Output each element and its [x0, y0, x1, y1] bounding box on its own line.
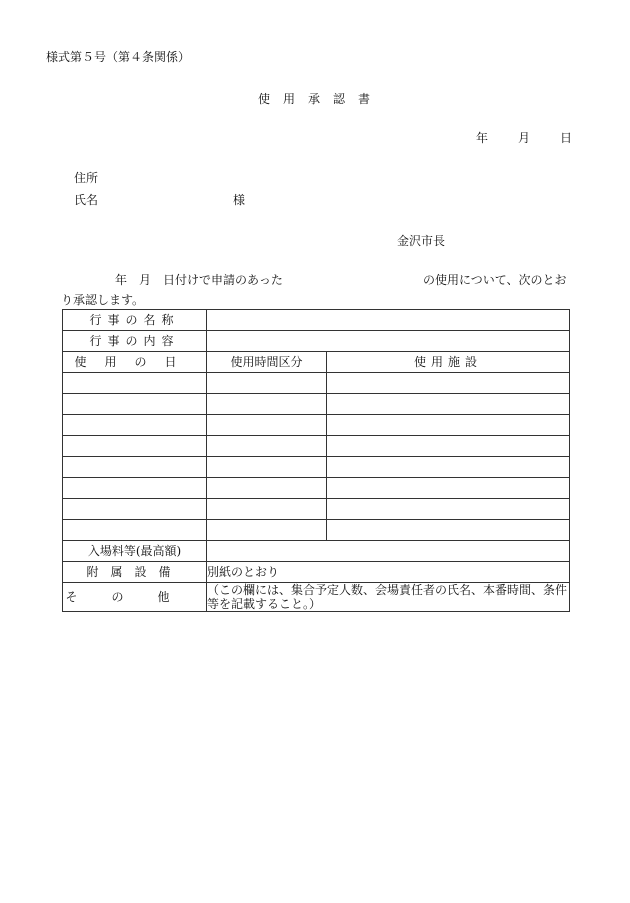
- usage-time-cell[interactable]: [207, 436, 327, 457]
- usage-row: [63, 520, 570, 541]
- usage-date-label: 使用の日: [63, 352, 207, 373]
- admission-row: [63, 541, 570, 562]
- equipment-label: 附属設備: [63, 562, 207, 583]
- address-label: 住所: [74, 171, 99, 185]
- usage-date-cell[interactable]: [63, 436, 207, 457]
- issuer: 金沢市長: [397, 234, 446, 248]
- equipment-value: 別紙のとおり: [207, 562, 570, 583]
- event-content-cell[interactable]: [207, 331, 570, 352]
- usage-row: [63, 373, 570, 394]
- usage-time-cell[interactable]: [207, 478, 327, 499]
- usage-row: [63, 478, 570, 499]
- usage-time-cell[interactable]: [207, 457, 327, 478]
- usage-facility-cell[interactable]: [327, 478, 570, 499]
- usage-date-cell[interactable]: [63, 415, 207, 436]
- usage-date-cell[interactable]: [63, 373, 207, 394]
- usage-header-row: [63, 352, 570, 373]
- event-name-label: 行事の名称: [63, 310, 207, 331]
- usage-row: [63, 415, 570, 436]
- other-note: （この欄には、集合予定人数、会場責任者の氏名、本番時間、条件等を記載すること。）: [207, 583, 570, 612]
- usage-date-cell[interactable]: [63, 520, 207, 541]
- usage-date-cell[interactable]: [63, 457, 207, 478]
- usage-facility-cell[interactable]: [327, 520, 570, 541]
- usage-row: [63, 499, 570, 520]
- honorific: 様: [233, 193, 246, 207]
- event-name-cell[interactable]: [207, 310, 570, 331]
- usage-date-cell[interactable]: [63, 499, 207, 520]
- usage-date-cell[interactable]: [63, 478, 207, 499]
- usage-facility-cell[interactable]: [327, 457, 570, 478]
- usage-facility-cell[interactable]: [327, 415, 570, 436]
- usage-time-label: 使用時間区分: [207, 352, 327, 373]
- usage-facility-cell[interactable]: [327, 394, 570, 415]
- date-year: 年: [476, 131, 489, 145]
- usage-time-cell[interactable]: [207, 394, 327, 415]
- date-line: [476, 131, 572, 145]
- other-label: その他: [63, 583, 207, 612]
- usage-facility-cell[interactable]: [327, 499, 570, 520]
- facility-label: 使用施設: [327, 352, 570, 373]
- equipment-row: [63, 562, 570, 583]
- usage-time-cell[interactable]: [207, 373, 327, 394]
- name-label: 氏名: [74, 193, 99, 207]
- usage-row: [63, 436, 570, 457]
- usage-date-cell[interactable]: [63, 394, 207, 415]
- approval-table: [62, 309, 570, 612]
- usage-facility-cell[interactable]: [327, 373, 570, 394]
- event-content-label: 行事の内容: [63, 331, 207, 352]
- usage-facility-cell[interactable]: [327, 436, 570, 457]
- usage-row: [63, 394, 570, 415]
- usage-row: [63, 457, 570, 478]
- admission-cell[interactable]: [207, 541, 570, 562]
- body-text-start: 年 月 日付けで申請のあった: [115, 273, 283, 287]
- event-content-row: [63, 331, 570, 352]
- date-month: 月: [518, 131, 531, 145]
- body-text-line2: り承認します。: [61, 293, 145, 307]
- other-row: [63, 583, 570, 612]
- document-title: 使用承認書: [258, 92, 384, 106]
- body-text-end: の使用について、次のとお: [423, 273, 567, 287]
- usage-time-cell[interactable]: [207, 499, 327, 520]
- event-name-row: [63, 310, 570, 331]
- admission-label: 入場料等(最高額): [63, 541, 207, 562]
- usage-time-cell[interactable]: [207, 415, 327, 436]
- usage-time-cell[interactable]: [207, 520, 327, 541]
- date-day: 日: [560, 131, 573, 145]
- form-number: 様式第５号（第４条関係）: [46, 50, 191, 64]
